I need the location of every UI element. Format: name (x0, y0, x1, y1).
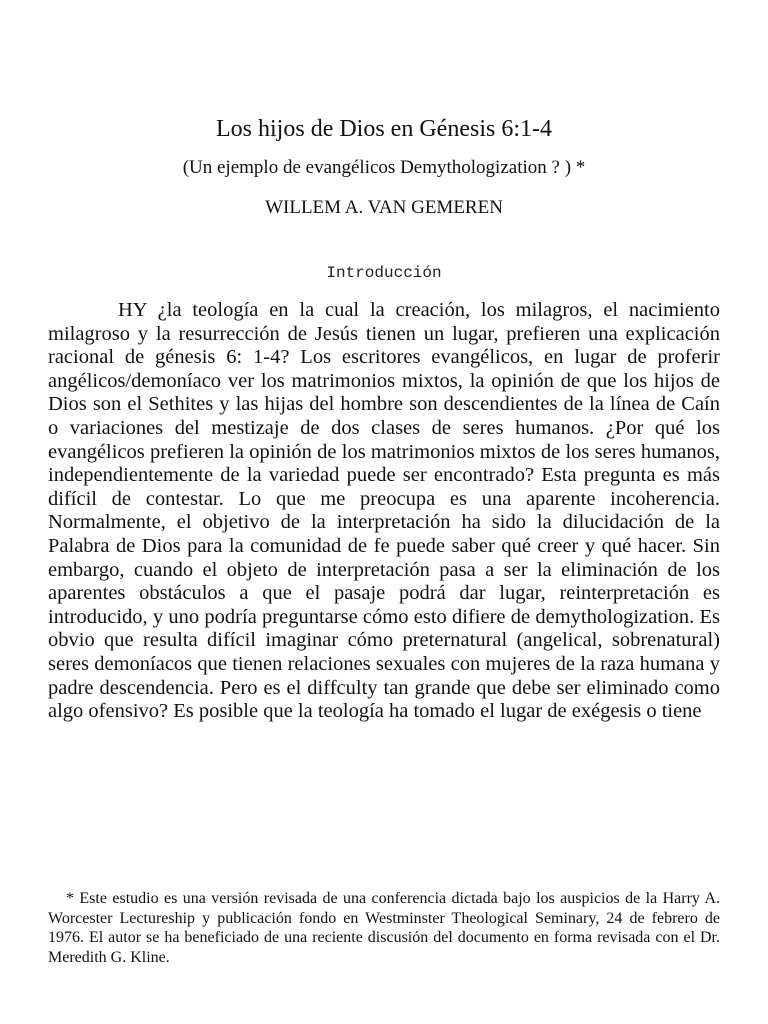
article-author: WILLEM A. VAN GEMEREN (265, 197, 503, 218)
footnote: * Este estudio es una versión revisada de una conferencia dictada bajo los auspicios de la Harry A. Worcester Lectureship y publicación fondo en Westminster Theological Seminary, 24 de febrero de 1976. El autor se ha beneficiado de una reciente discusión del documento en forma revisada con el Dr. Meredith G. Kline. (48, 890, 720, 966)
article-subtitle: (Un ejemplo de evangélicos Demythologization ? ) * (182, 157, 586, 178)
body-paragraph: HY ¿la teología en la cual la creación, los milagros, el nacimiento milagroso y la resurrección de Jesús tienen un lugar, prefieren una explicación racional de génesis 6: 1-4? Los escritores evangélicos, en lugar de proferir angélicos/demoníaco ver los matrimonios mixtos, la opinión de que los hijos de Dios son el Sethites y las hijas del hombre son descendientes de la línea de Caín o variaciones del mestizaje de dos clases de seres humanos. ¿Por qué los evangélicos prefieren la opinión de los matrimonios mixtos de los seres humanos, independientemente de la variedad puede ser encontrado? Esta pregunta es más difícil de contestar. Lo que me preocupa es una aparente incoherencia. Normalmente, el objetivo de la interpretación ha sido la dilucidación de la Palabra de Dios para la comunidad de fe puede saber qué creer y qué hacer. Sin embargo, cuando el objeto de interpretación pasa a ser la eliminación de los aparentes obstáculos a que el pasaje podrá dar lugar, reinterpretación es introducido, y uno podría preguntarse cómo esto difiere de demythologization. Es obvio que resulta difícil imaginar cómo preternatural (angelical, sobrenatural) seres demoníacos que tienen relaciones sexuales con mujeres de la raza humana y padre descendencia. Pero es el diffculty tan grande que debe ser eliminado como algo ofensivo? Es posible que la teología ha tomado el lugar de exégesis o tiene (48, 299, 720, 723)
section-heading-introduction: Introducción (326, 264, 442, 282)
article-title: Los hijos de Dios en Génesis 6:1-4 (216, 116, 552, 142)
